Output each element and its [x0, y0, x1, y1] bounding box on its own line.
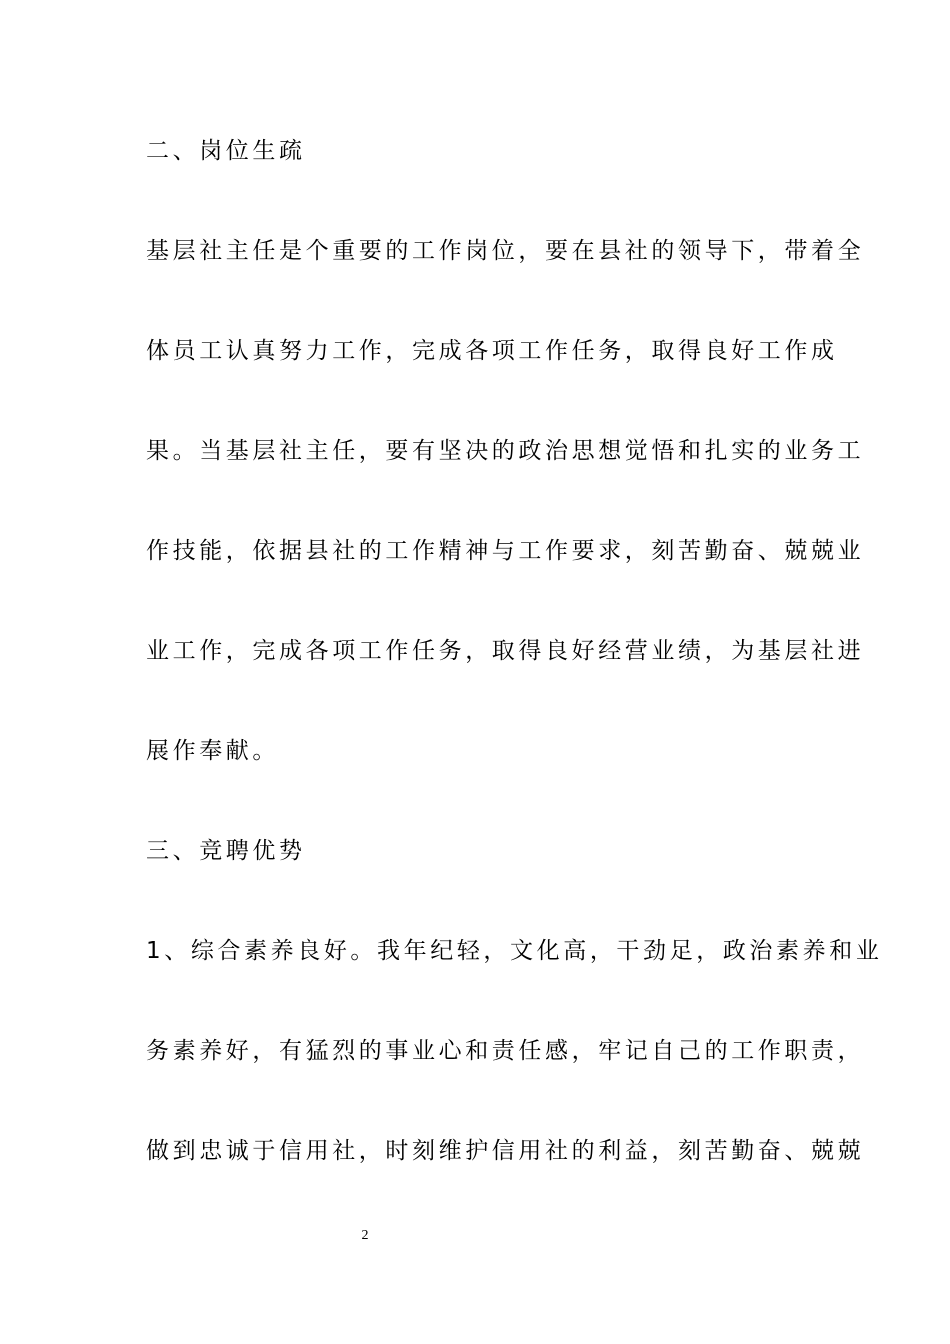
paragraph-line: 展作奉献。: [146, 738, 279, 764]
paragraph-line: 基层社主任是个重要的工作岗位，要在县社的领导下，带着全: [146, 238, 865, 264]
paragraph-line: 做到忠诚于信用社，时刻维护信用社的利益，刻苦勤奋、兢兢: [146, 1138, 865, 1164]
paragraph-line: 果。当基层社主任，要有坚决的政治思想觉悟和扎实的业务工: [146, 438, 865, 464]
paragraph-line: 务素养好，有猛烈的事业心和责任感，牢记自己的工作职责，: [146, 1038, 865, 1064]
paragraph-line: 业工作，完成各项工作任务，取得良好经营业绩，为基层社进: [146, 638, 865, 664]
paragraph-line: 1、综合素养良好。我年纪轻，文化高，干劲足，政治素养和业: [146, 938, 883, 964]
paragraph-line: 作技能，依据县社的工作精神与工作要求，刻苦勤奋、兢兢业: [146, 538, 865, 564]
section-heading-competitive-advantages: 三、竞聘优势: [146, 838, 306, 864]
page-number: 2: [361, 1228, 369, 1243]
section-heading-position-familiarity: 二、岗位生疏: [146, 138, 306, 164]
paragraph-line: 体员工认真努力工作，完成各项工作任务，取得良好工作成: [146, 338, 838, 364]
